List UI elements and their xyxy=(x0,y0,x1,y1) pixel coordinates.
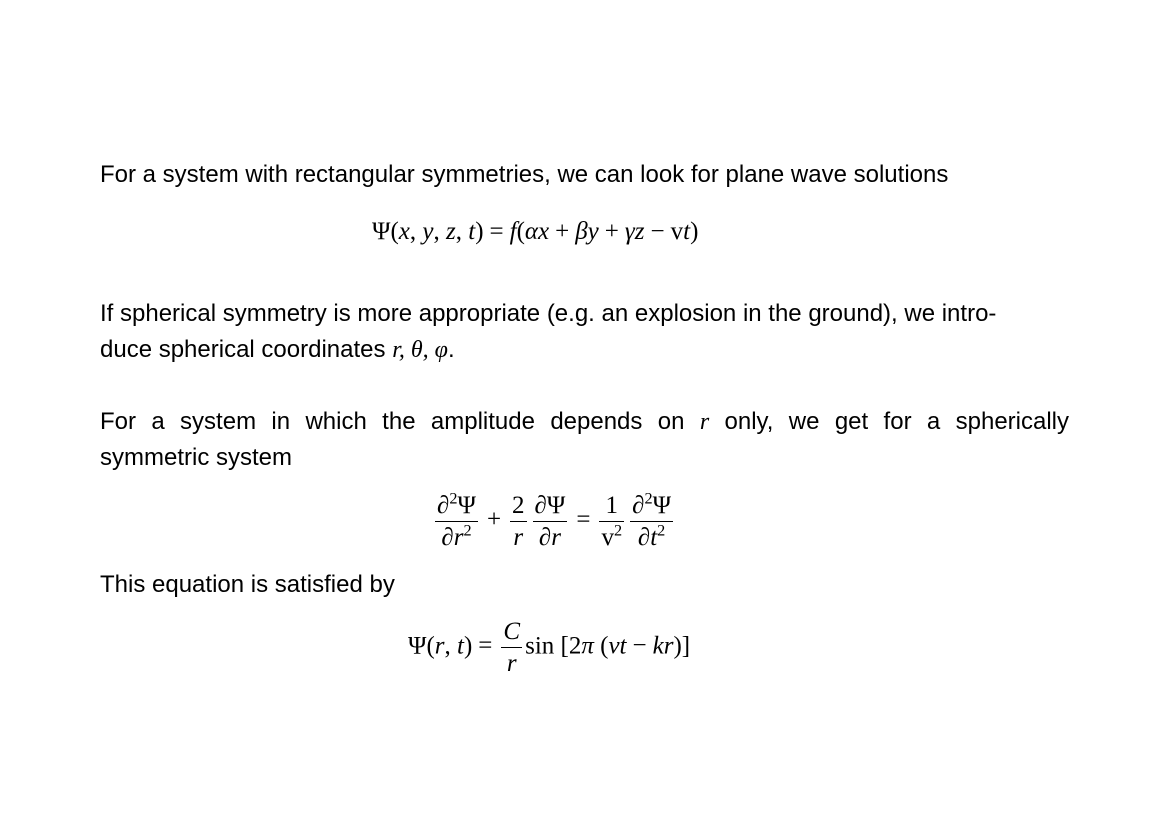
fraction-d2psi-dt2: $\frac{\partial^2\Psi}{\partial t^2}$ xyxy=(632,489,672,552)
paragraph-spherical-coordinates xyxy=(100,296,1069,368)
equation-plane-wave: Ψ(x, y, z, t) = f(αx + βy + γz − vt) xyxy=(372,218,699,245)
fraction-d2psi-dr2: $\frac{\partial^2\Psi}{\partial r^2}$ xyxy=(437,489,476,552)
fraction-dpsi-dr: $\frac{\partial\Psi}{\partial r}$ xyxy=(534,492,566,552)
paragraph-text-line-2: symmetric system xyxy=(100,444,292,471)
paragraph-text: For a system with rectangular symmetries, we can look for plane wave solutions xyxy=(100,161,949,188)
paragraph-plane-wave-intro xyxy=(100,157,1069,193)
paragraph-text-line-1: If spherical symmetry is more appropriate (e.g. an explosion in the ground), we intro- xyxy=(100,300,997,327)
fraction-c-over-r: $\frac{C}{r}$ xyxy=(503,618,521,678)
paragraph-text-line-2: duce spherical coordinates r, θ, φ. xyxy=(100,336,455,363)
paragraph-amplitude-r xyxy=(100,404,1069,476)
fraction-2-over-r: $\frac{2}{r}$ xyxy=(512,492,525,552)
paragraph-solution-intro xyxy=(100,567,1069,603)
paragraph-text: This equation is satisfied by xyxy=(100,571,395,598)
paragraph-text-line-1: For a system in which the amplitude depends on r only, we get for a spherically xyxy=(100,408,1070,435)
equation-solution: Ψ(r, t) = $\frac{C}{r}$ sin [2π (νt − kr)] xyxy=(408,616,690,680)
equation-spherical-wave: $\frac{\partial^2\Psi}{\partial r^2}$ + $\frac{2}{r}$ $\frac{\partial\Psi}{\partial r}$ = $\frac{1}{v^2}$ $\frac{\partial^2\Psi}{\partial t^2}$ xyxy=(432,490,676,554)
spherical-variables: r, θ, φ xyxy=(392,337,448,363)
fraction-1-over-v2: $\frac{1}{v^2}$ xyxy=(601,492,623,552)
